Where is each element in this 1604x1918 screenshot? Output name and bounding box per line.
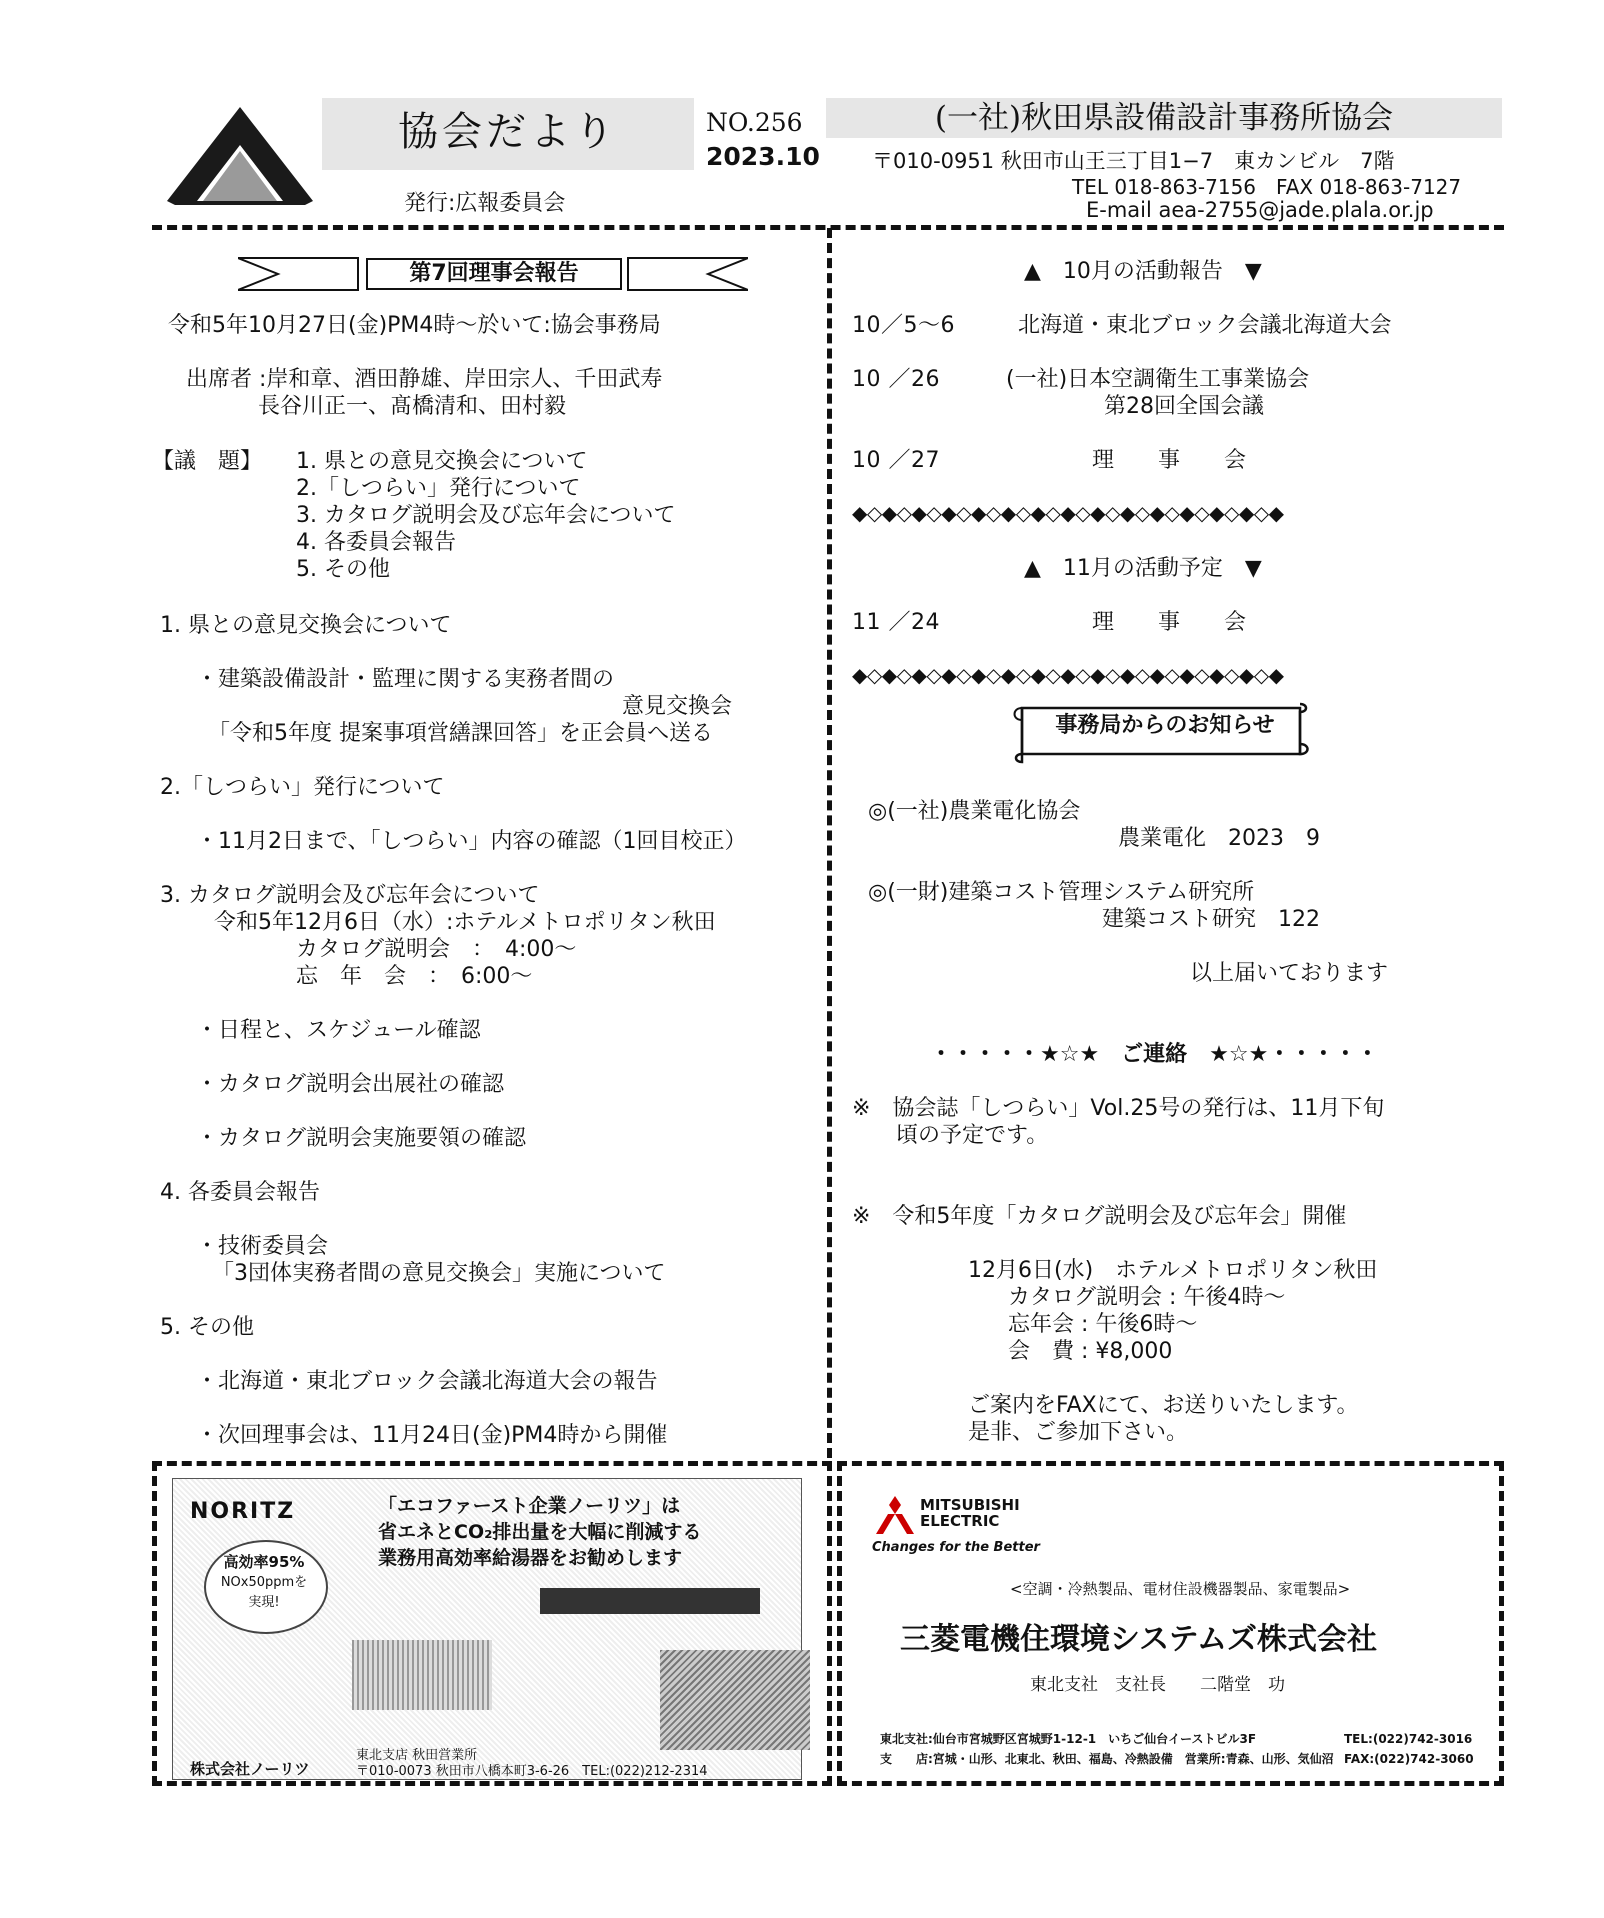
mitsubishi-fax: FAX:(022)742-3060 — [1344, 1752, 1474, 1766]
issue-date: 2023.10 — [706, 142, 820, 171]
publisher: 発行:広報委員会 — [404, 191, 566, 216]
section-2-title: 2.「しつらい」発行について — [160, 775, 445, 800]
agenda-label: 【議 題】 — [152, 449, 263, 474]
notice-item-sub: 農業電化 2023 9 — [1118, 826, 1320, 851]
section-4-line: 「3団体実務者間の意見交換会」実施について — [212, 1261, 666, 1286]
activity-date: 10 ／27 — [852, 448, 940, 473]
contact-line: カタログ説明会 : 午後4時〜 — [1008, 1285, 1286, 1310]
noritz-company: 株式会社ノーリツ — [190, 1760, 310, 1778]
section-4-line: ・技術委員会 — [196, 1234, 329, 1259]
notice-title: 事務局からのお知らせ — [1055, 713, 1275, 738]
activity-text: (一社)日本空調衛生工事業協会 — [1006, 367, 1310, 392]
agenda-item: 5. その他 — [296, 557, 390, 582]
activity-text-sub: 第28回全国会議 — [1104, 394, 1264, 419]
meeting-info: 令和5年10月27日(金)PM4時〜於いて:協会事務局 — [168, 313, 661, 338]
noritz-product-bar — [540, 1588, 760, 1614]
contact-line: 是非、ご参加下さい。 — [968, 1420, 1189, 1445]
mitsubishi-tagline: Changes for the Better — [872, 1540, 1040, 1555]
activity-text: 理 事 会 — [1092, 610, 1247, 635]
section-2-line: ・11月2日まで、「しつらい」内容の確認（1回目校正） — [196, 829, 747, 854]
section-5-title: 5. その他 — [160, 1315, 254, 1340]
column-divider — [827, 228, 832, 1458]
attendees-line-2: 長谷川正一、髙橋清和、田村毅 — [258, 394, 567, 419]
section-3-line: ・日程と、スケジュール確認 — [196, 1018, 481, 1043]
organization-address: 〒010-0951 秋田市山王三丁目1−7 東カンビル 7階 — [872, 149, 1395, 173]
agenda-item: 4. 各委員会報告 — [296, 530, 456, 555]
agenda-item: 2.「しつらい」発行について — [296, 476, 581, 501]
october-report-heading: ▲ 10月の活動報告 ▼ — [1024, 259, 1262, 284]
noritz-brand: NORITZ — [190, 1499, 296, 1524]
noritz-product-image — [352, 1640, 492, 1710]
section-1-line: 意見交換会 — [622, 694, 733, 719]
contact-line: ご案内をFAXにて、お送りいたします。 — [968, 1393, 1359, 1418]
issue-number: NO.256 — [706, 108, 803, 137]
section-3-line: ・カタログ説明会出展社の確認 — [196, 1072, 505, 1097]
activity-date: 11 ／24 — [852, 610, 940, 635]
mitsubishi-company: 三菱電機住環境システムズ株式会社 — [900, 1622, 1377, 1657]
agenda-item: 1. 県との意見交換会について — [296, 449, 588, 474]
contact-line: 頃の予定です。 — [896, 1123, 1049, 1148]
contact-line: ※ 令和5年度「カタログ説明会及び忘年会」開催 — [852, 1204, 1347, 1229]
report-banner-title: 第7回理事会報告 — [366, 258, 622, 290]
noritz-headline: 省エネとCO₂排出量を大幅に削減する — [378, 1521, 702, 1543]
section-1-line: 「令和5年度 提案事項営繕課回答」を正会員へ送る — [208, 721, 713, 746]
mitsubishi-brand: ELECTRIC — [920, 1512, 1000, 1530]
mitsubishi-branches: 支 店:宮城・山形、北東北、秋田、福島、冷熱設備 営業所:青森、山形、気仙沼 — [880, 1752, 1334, 1766]
attendees-line-1: 出席者 :岸和章、酒田静雄、岸田宗人、千田武寿 — [186, 367, 663, 392]
activity-text: 理 事 会 — [1092, 448, 1247, 473]
organization-name: (一社)秋田県設備設計事務所協会 — [934, 100, 1394, 136]
section-3-line: カタログ説明会 ： 4:00〜 — [296, 937, 577, 962]
mitsubishi-person: 東北支社 支社長 二階堂 功 — [1030, 1675, 1285, 1695]
agenda-item: 3. カタログ説明会及び忘年会について — [296, 503, 676, 528]
section-3-line: ・カタログ説明会実施要領の確認 — [196, 1126, 527, 1151]
noritz-branch: 東北支店 秋田営業所 — [356, 1748, 478, 1763]
notice-end: 以上届いております — [1190, 961, 1389, 986]
contact-line: 12月6日(水) ホテルメトロポリタン秋田 — [968, 1258, 1378, 1283]
november-plan-heading: ▲ 11月の活動予定 ▼ — [1024, 556, 1262, 581]
contact-line: 会 費 : ¥8,000 — [1008, 1339, 1173, 1364]
noritz-badge-text: 高効率95% — [223, 1553, 305, 1571]
section-1-line: ・建築設備設計・監理に関する実務者間の — [196, 667, 615, 692]
noritz-address: 〒010-0073 秋田市八橋本町3-6-26 TEL:(022)212-2314 — [356, 1764, 708, 1779]
noritz-badge-text: NOx50ppmを — [220, 1575, 308, 1590]
activity-date: 10／5〜6 — [852, 313, 955, 338]
contact-heading: ・・・・・★☆★ ご連絡 ★☆★・・・・・ — [930, 1042, 1379, 1067]
mitsubishi-diamonds-icon — [875, 1496, 915, 1534]
mitsubishi-tel: TEL:(022)742-3016 — [1344, 1732, 1473, 1746]
notice-item: ◎(一社)農業電化協会 — [868, 799, 1081, 824]
section-3-line: 令和5年12月6日（水）:ホテルメトロポリタン秋田 — [214, 910, 716, 935]
noritz-headline: 「エコファースト企業ノーリツ」は — [378, 1495, 681, 1517]
organization-tel-fax: TEL 018-863-7156 FAX 018-863-7127 — [1072, 175, 1462, 199]
diamond-divider: ◆◇◆◇◆◇◆◇◆◇◆◇◆◇◆◇◆◇◆◇◆◇◆◇◆◇◆◇◆ — [852, 663, 1284, 687]
noritz-photo — [660, 1650, 810, 1750]
notice-item-sub: 建築コスト研究 122 — [1102, 907, 1320, 932]
diamond-divider: ◆◇◆◇◆◇◆◇◆◇◆◇◆◇◆◇◆◇◆◇◆◇◆◇◆◇◆◇◆ — [852, 501, 1284, 525]
section-1-title: 1. 県との意見交換会について — [160, 613, 452, 638]
section-5-line: ・次回理事会は、11月24日(金)PM4時から開催 — [196, 1423, 668, 1448]
section-3-line: 忘 年 会 ： 6:00〜 — [296, 964, 533, 989]
notice-item: ◎(一財)建築コスト管理システム研究所 — [868, 880, 1255, 905]
organization-email: E-mail aea-2755@jade.plala.or.jp — [1086, 198, 1434, 222]
section-5-line: ・北海道・東北ブロック会議北海道大会の報告 — [196, 1369, 658, 1394]
mitsubishi-products: <空調・冷熱製品、電材住設機器製品、家電製品> — [1010, 1580, 1351, 1598]
activity-date: 10 ／26 — [852, 367, 940, 392]
noritz-headline: 業務用高効率給湯器をお勧めします — [378, 1547, 683, 1569]
mitsubishi-brand: MITSUBISHI — [920, 1496, 1020, 1514]
association-logo — [165, 105, 315, 205]
newsletter-title: 協会だより — [398, 109, 618, 155]
section-3-title: 3. カタログ説明会及び忘年会について — [160, 883, 540, 908]
noritz-badge-text: 実現! — [248, 1595, 280, 1610]
contact-line: 忘年会 : 午後6時〜 — [1008, 1312, 1198, 1337]
contact-line: ※ 協会誌「しつらい」Vol.25号の発行は、11月下旬 — [852, 1096, 1385, 1121]
mitsubishi-address: 東北支社:仙台市宮城野区宮城野1-12-1 いちご仙台イーストビル3F — [880, 1732, 1257, 1746]
section-4-title: 4. 各委員会報告 — [160, 1180, 320, 1205]
activity-text: 北海道・東北ブロック会議北海道大会 — [1018, 313, 1392, 338]
